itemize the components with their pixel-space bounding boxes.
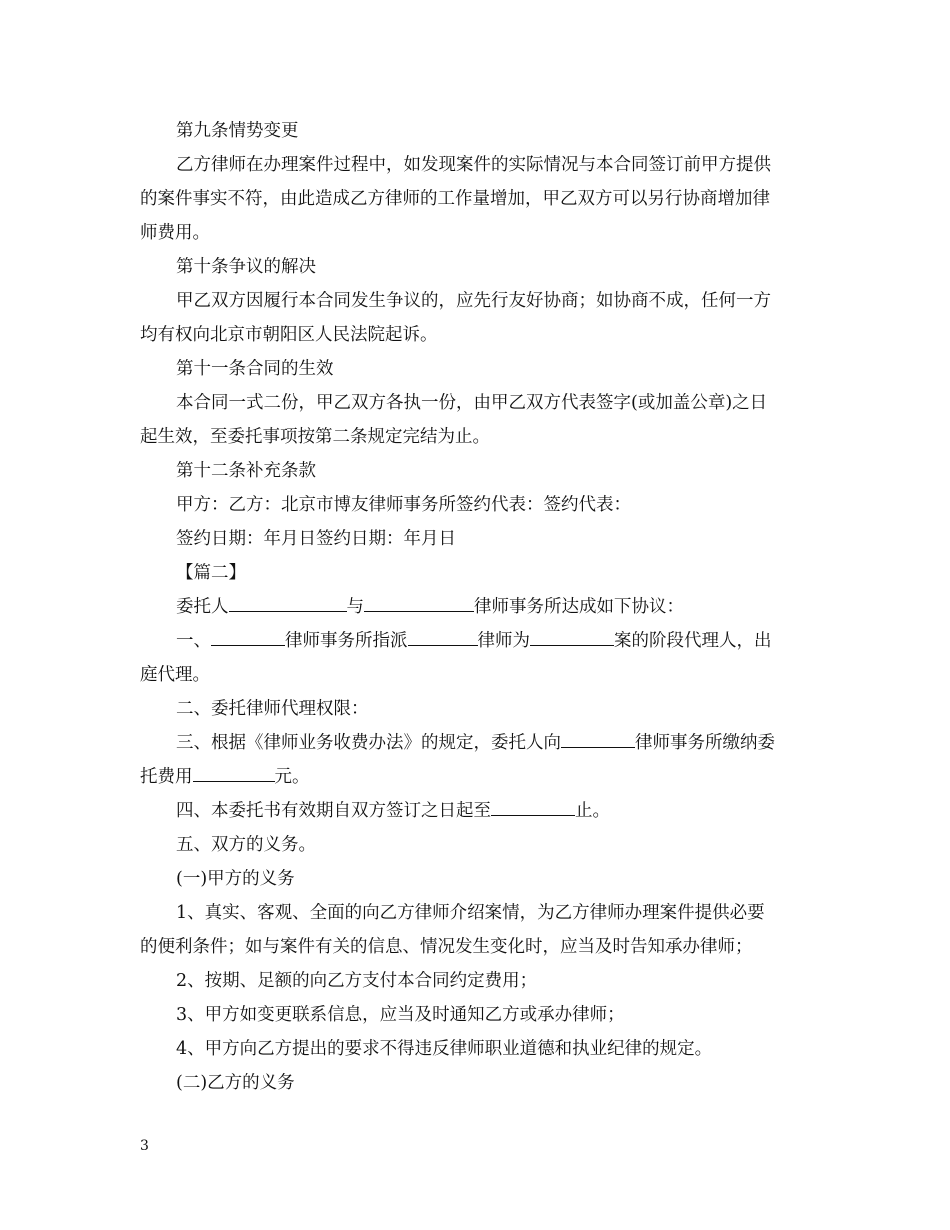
text-line: 第九条情势变更 <box>176 121 299 141</box>
text-segment: 元。 <box>274 767 310 787</box>
text-segment: 律师为 <box>477 631 530 651</box>
text-line: 的案件事实不符，由此造成乙方律师的工作量增加，甲乙双方可以另行协商增加律 <box>140 189 770 209</box>
text-line: 乙方律师在办理案件过程中，如发现案件的实际情况与本合同签订前甲方提供 <box>176 155 771 175</box>
text-line: 二、委托律师代理权限： <box>176 699 369 719</box>
text-line <box>140 624 812 658</box>
text-line <box>140 794 812 828</box>
text-segment: 律师事务所达成如下协议： <box>474 597 684 617</box>
text-line: 甲方：乙方：北京市博友律师事务所签约代表：签约代表： <box>176 495 631 515</box>
text-line: 2、按期、足额的向乙方支付本合同约定费用； <box>176 971 538 991</box>
fill-in-blank <box>491 798 575 816</box>
text-line <box>140 590 812 624</box>
fill-in-blank <box>561 730 635 748</box>
fill-in-blank <box>530 628 614 646</box>
text-line: 起生效，至委托事项按第二条规定完结为止。 <box>140 427 490 447</box>
text-line: 1、真实、客观、全面的向乙方律师介绍案情，为乙方律师办理案件提供必要 <box>176 903 765 923</box>
text-segment: 律师事务所指派 <box>285 631 408 651</box>
text-segment: 委托人 <box>176 597 229 617</box>
text-line: 第十二条补充条款 <box>176 461 316 481</box>
text-segment: 止。 <box>575 801 610 821</box>
text-line: 五、双方的义务。 <box>176 835 316 855</box>
fill-in-blank <box>229 594 347 612</box>
text-segment: 律师事务所缴纳委 <box>635 733 775 753</box>
text-line: 【篇二】 <box>176 563 246 583</box>
text-line: 庭代理。 <box>140 665 210 685</box>
text-line: 甲乙双方因履行本合同发生争议的，应先行友好协商；如协商不成，任何一方 <box>176 291 771 311</box>
text-line: 均有权向北京市朝阳区人民法院起诉。 <box>140 325 438 345</box>
text-line <box>140 726 812 760</box>
text-segment: 四、本委托书有效期自双方签订之日起至 <box>176 801 491 821</box>
fill-in-blank <box>408 628 478 646</box>
text-segment: 案的阶段代理人，出 <box>614 631 772 651</box>
text-line: 签约日期：年月日签约日期：年月日 <box>176 529 456 549</box>
fill-in-blank <box>193 764 275 782</box>
text-line: (二)乙方的义务 <box>176 1073 295 1093</box>
text-segment: 托费用 <box>140 767 193 787</box>
text-segment: 与 <box>346 597 364 617</box>
text-line: 本合同一式二份，甲乙双方各执一份，由甲乙双方代表签字(或加盖公章)之日 <box>176 393 768 413</box>
text-segment: 三、根据《律师业务收费办法》的规定，委托人向 <box>176 733 561 753</box>
page-number: 3 <box>140 1138 149 1154</box>
text-line: 3、甲方如变更联系信息，应当及时通知乙方或承办律师； <box>176 1005 625 1025</box>
fill-in-blank <box>364 594 474 612</box>
text-segment: 一、 <box>176 631 211 651</box>
text-line: 师费用。 <box>140 223 210 243</box>
document-body <box>140 114 812 1100</box>
text-line: (一)甲方的义务 <box>176 869 295 889</box>
text-line <box>140 760 812 794</box>
text-line: 的便利条件；如与案件有关的信息、情况发生变化时，应当及时告知承办律师； <box>140 937 753 957</box>
text-line: 第十条争议的解决 <box>176 257 316 277</box>
text-line: 第十一条合同的生效 <box>176 359 334 379</box>
text-line: 4、甲方向乙方提出的要求不得违反律师职业道德和执业纪律的规定。 <box>176 1039 713 1059</box>
fill-in-blank <box>211 628 285 646</box>
